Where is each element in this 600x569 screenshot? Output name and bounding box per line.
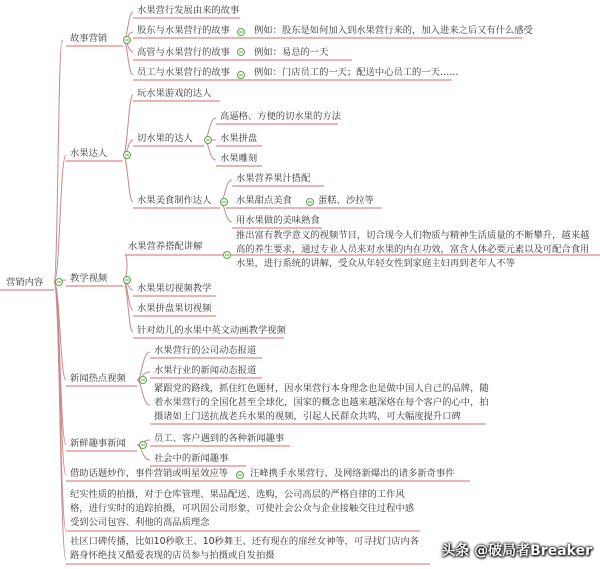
node-nutrition-explanation[interactable]: 水果营养搭配讲解: [128, 241, 203, 252]
node-juice-pairing[interactable]: 水果营养果汁搭配: [236, 173, 311, 184]
node-cooked-dishes[interactable]: 用水果做的美味熟食: [236, 215, 320, 226]
branch-story-marketing[interactable]: 故事营销: [70, 33, 108, 44]
note-story-shareholder: 例如：股东是如何加入到水果营行来的，加入进来之后又有什么感受: [254, 25, 533, 36]
collapse-toggle-icon[interactable]: [140, 377, 147, 384]
node-kids-animation[interactable]: 针对幼儿的水果中英文动画教学视频: [137, 325, 286, 336]
collapse-toggle-icon[interactable]: [221, 199, 228, 206]
node-company-news[interactable]: 水果营行的公司动态报道: [154, 345, 257, 356]
note-story-executive: 例如：易总的一天: [254, 47, 329, 58]
collapse-toggle-icon[interactable]: [56, 279, 63, 286]
node-underlines: [0, 18, 600, 564]
collapse-toggle-icon[interactable]: [307, 199, 314, 206]
watermark: 头条 @破局者Breaker: [441, 543, 592, 559]
node-story-employee[interactable]: 员工与水果营行的故事: [137, 67, 230, 78]
branch-hot-news-videos[interactable]: 新闻热点视频: [70, 373, 126, 384]
collapse-toggle-icon[interactable]: [224, 252, 231, 259]
node-social-stories[interactable]: 社会中的新闻趣事: [154, 453, 229, 464]
collapse-toggle-icon[interactable]: [238, 49, 245, 56]
node-cutting-method[interactable]: 高逼格、方便的切水果的方法: [220, 111, 341, 122]
root-node[interactable]: 营销内容: [6, 277, 44, 288]
node-desserts[interactable]: 水果甜点美食: [236, 195, 292, 206]
branch-teaching-videos[interactable]: 教学视频: [70, 273, 108, 284]
node-game-expert[interactable]: 玩水果游戏的达人: [137, 88, 212, 99]
note-story-employee: 例如：门店员工的一天；配送中心员工的一天……: [254, 67, 459, 78]
note-nutrition-explanation: 推出富有教学意义的视频节目，切合现今人们物质与精神生活质量的不断攀升，越来越高的养生要求，通过专业人员来对水果的内在功效，富含人体必要元素以及可配合食用水果，进行系统的讲解，受众从年轻女性到家庭主妇再到老年人不等: [236, 230, 590, 269]
node-cutting-expert[interactable]: 切水果的达人: [137, 133, 193, 144]
collapse-toggle-icon[interactable]: [238, 72, 245, 79]
node-story-shareholder[interactable]: 股东与水果营行的故事: [137, 25, 230, 36]
branch-fun-news[interactable]: 新鲜趣事新闻: [70, 438, 126, 449]
branch-fruit-experts[interactable]: 水果达人: [70, 148, 108, 159]
node-story-executive[interactable]: 高管与水果营行的故事: [137, 47, 230, 58]
branch-documentary[interactable]: 纪实性质的拍摄，对于仓库管理、果品配送、选购，公司高层的严格自律的工作风格，进行实时的追踪拍摄，可巩固公司形象，可使社会公众与企业接触交往过程中感受到公司包容、利他的高品质理念: [70, 489, 414, 528]
node-staff-customer-stories[interactable]: 员工、客户遇到的各种新闻趣事: [154, 433, 285, 444]
collapse-toggle-icon[interactable]: [238, 29, 245, 36]
collapse-toggle-icon[interactable]: [140, 442, 147, 449]
note-topic-hype: 汪峰携手水果营行、及网络新爆出的诸多新奇事件: [250, 468, 455, 479]
collapse-toggle-icon[interactable]: [205, 137, 212, 144]
node-story-origin[interactable]: 水果营行发展由来的故事: [137, 5, 240, 16]
branch-community-wom[interactable]: 社区口碑传播，比如10秒歌王、10秒舞王、还有现在的扉丝女神等，可寻找门店内各路身怀绝技又酷爱表现的店员参与拍摄或自发拍摄: [70, 536, 420, 561]
node-cutting-tutorial[interactable]: 水果果切视频教学: [137, 283, 212, 294]
node-red-theme[interactable]: 紧跟党的路线，抓住红色题材，因水果营行本身理念也是做中国人自己的品牌，随着水果营行的全国化甚至全球化，国家的概念也越来越深烙在每个客户的心中，拍摄诸如上门送抗战老兵水果的视频，引起人民群众共鸣，可大幅度提升口碑: [154, 383, 489, 422]
collapse-toggle-icon[interactable]: [124, 37, 131, 44]
node-platter-video[interactable]: 水果拼盘果切视频: [137, 303, 212, 314]
node-fruit-carving[interactable]: 水果雕刻: [220, 153, 258, 164]
collapse-toggle-icon[interactable]: [237, 472, 244, 479]
collapse-toggle-icon[interactable]: [124, 152, 131, 159]
note-desserts: 蛋糕、沙拉等: [318, 195, 374, 206]
collapse-toggle-icon[interactable]: [124, 277, 131, 284]
node-food-expert[interactable]: 水果美食制作达人: [137, 195, 212, 206]
node-fruit-platter[interactable]: 水果拼盘: [220, 133, 258, 144]
branch-topic-hype[interactable]: 借助话题炒作，事件营销或明星效应等: [70, 468, 229, 479]
node-industry-news[interactable]: 水果行业的新闻动态报道: [154, 365, 257, 376]
